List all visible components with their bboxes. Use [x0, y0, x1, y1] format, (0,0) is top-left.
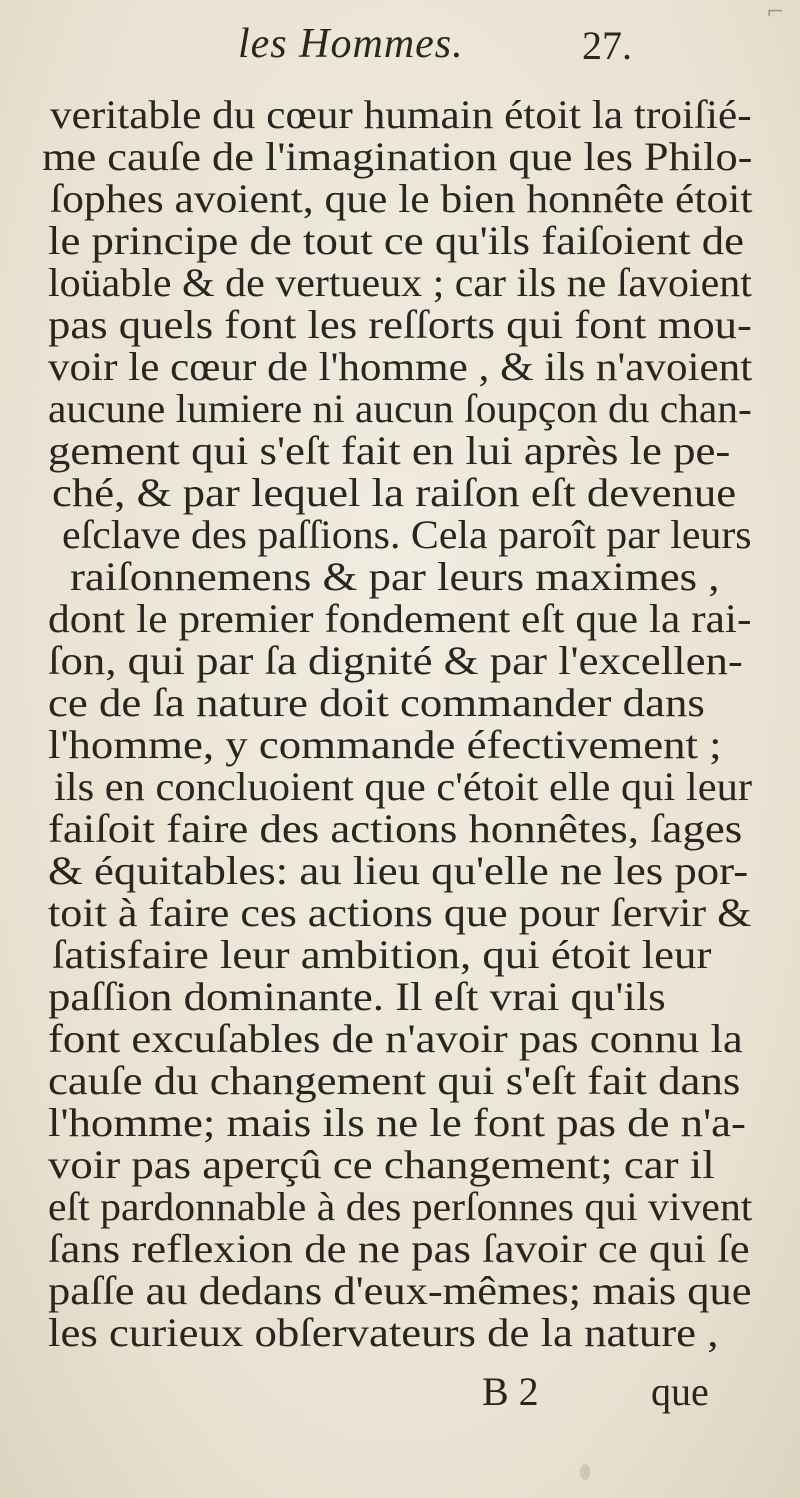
text-line: loüable & de vertueux ; car ils ne ſavoient [48, 260, 752, 305]
running-title: les Hommes. [238, 21, 464, 67]
text-line: pas quels font les reſſorts qui font mou- [48, 302, 752, 347]
text-line: aucune lumiere ni aucun ſoupçon du chan- [48, 386, 752, 431]
page-footer [0, 1368, 800, 1418]
text-line: le principe de tout ce qu'ils faiſoient de [48, 218, 745, 263]
text-line: paſſe au dedans d'eux-mêmes; mais que [48, 1268, 752, 1313]
text-line: raiſonnemens & par leurs maximes , [70, 554, 720, 599]
text-line: font excuſables de n'avoir pas connu la [48, 1016, 743, 1061]
running-head [0, 18, 800, 78]
text-line: ils en concluoient que c'étoit elle qui leur [54, 764, 752, 809]
text-line: ce de ſa nature doit commander dans [48, 680, 705, 725]
text-line: cauſe du changement qui s'eſt fait dans [48, 1058, 741, 1103]
page-number: 27. [582, 23, 632, 68]
catchword: que [651, 1369, 709, 1414]
text-line: paſſion dominante. Il eſt vrai qu'ils [48, 974, 666, 1019]
text-line: me cauſe de l'imagination que les Philo- [42, 134, 753, 179]
text-line: eſt pardonnable à des perſonnes qui vivent [48, 1184, 753, 1229]
text-line: & équitables: au lieu qu'elle ne les por- [48, 848, 749, 893]
text-line: voir pas aperçû ce changement; car il [48, 1142, 715, 1187]
text-line: toit à faire ces actions que pour ſervir & [48, 890, 752, 935]
text-line: faiſoit faire des actions honnêtes, ſages [48, 806, 743, 851]
text-line: l'homme, y commande éfectivement ; [48, 722, 722, 767]
text-line: l'homme; mais ils ne le font pas de n'a- [48, 1100, 746, 1145]
signature-mark: B 2 [482, 1369, 539, 1414]
ink-blot [580, 1464, 590, 1480]
text-line: dont le premier fondement eſt que la rai- [48, 596, 752, 641]
text-line: ſon, qui par ſa dignité & par l'excellen- [48, 638, 743, 683]
text-line: eſclave des paſſions. Cela paroît par leurs [62, 512, 752, 557]
text-line: gement qui s'eſt fait en lui après le pe- [48, 428, 731, 473]
text-line: ſans reflexion de ne pas ſavoir ce qui ſe [48, 1226, 750, 1271]
text-line: ſatisfaire leur ambition, qui étoit leur [52, 932, 712, 977]
text-line: voir le cœur de l'homme , & ils n'avoient [48, 344, 753, 389]
text-line: veritable du cœur humain étoit la troiſié- [50, 92, 752, 137]
text-line: les curieux obſervateurs de la nature , [48, 1310, 719, 1355]
text-line: ſophes avoient, que le bien honnête étoit [50, 176, 753, 221]
text-line: ché, & par lequel la raiſon eſt devenue [52, 470, 737, 515]
page-edge-mark: ⌐ [766, 0, 785, 25]
